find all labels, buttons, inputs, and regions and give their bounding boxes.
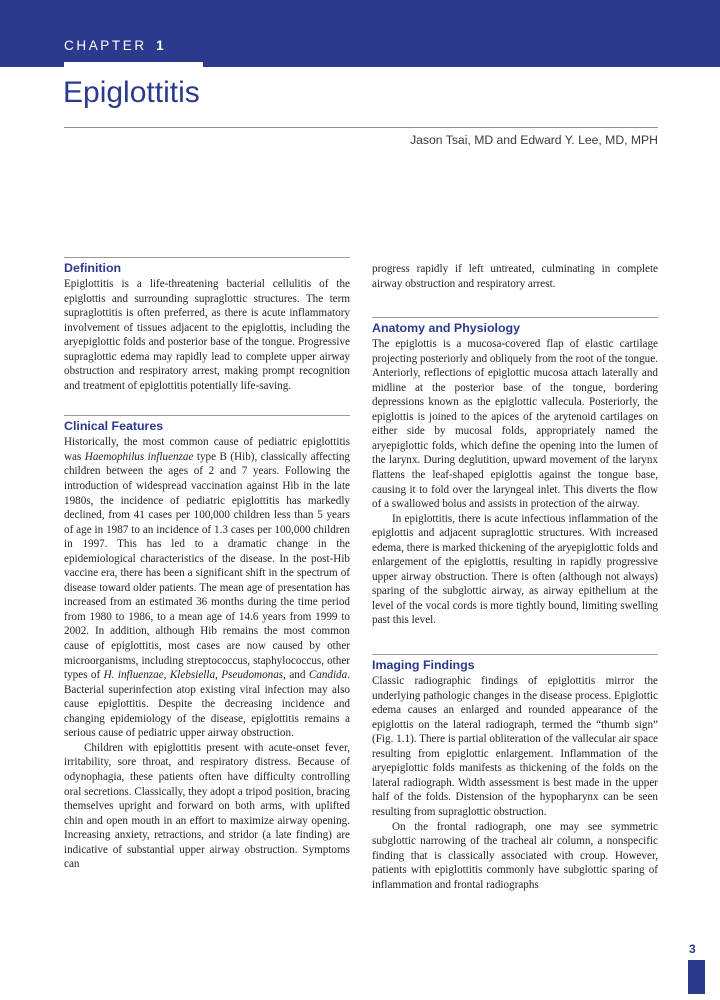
clinical-heading: Clinical Features [64,419,164,434]
authors: Jason Tsai, MD and Edward Y. Lee, MD, MPH [410,133,658,147]
section-rule [372,654,658,655]
anatomy-paragraph-1: The epiglottis is a mucosa-covered flap of elastic cartilage projecting posteriorly and obliquely from the root of the tongue. Anteriorly, reflections of epiglottic mucosa attach laterally and midline at the posterior base of the tongue, bordering depressions known as the epiglottic vallecula. Posteriorly, the epiglottis is joined to the apices of the arytenoid cartilages on either side by mucosal folds, appropriately named the aryepiglottic folds, which define the opening into the lumen of the larynx. During deglutition, upward movement of the larynx flattens the leaf-shaped epiglottis against the tongue base, causing it to fold over the laryngeal inlet. This diverts the flow of a swallowed bolus and assists in protection of the airway. [372,338,658,511]
banner-tab [64,62,203,68]
section-rule [64,257,350,258]
definition-heading: Definition [64,261,122,275]
anatomy-paragraph-2: In epiglottitis, there is acute infectious inflammation of the epiglottis and adjacent supraglottic structures. With increased edema, there is marked thickening of the aryepiglottic folds and enlargement of the epiglottis, resulting in rapidly progressive upper airway obstruction. There is often (although not always) sparing of the subglottic airway, as airway epithelium at the level of the vocal cords is more tightly bound, limiting swelling past this level. [372,512,658,627]
chapter-banner [0,0,720,67]
left-column [64,257,350,872]
chapter-title: Epiglottitis [63,76,200,109]
chapter-number: 1 [156,38,167,53]
definition-paragraph: Epiglottitis is a life-threatening bacterial cellulitis of the epiglottis and surrounding supraglottic structures. The term supraglottitis is often preferred, as there is acute inflammatory involvement of tissues adjacent to the epiglottis, including the aryepiglottic folds and posterior base of the tongue. Progressive supraglottic edema may rapidly lead to complete upper airway obstruction and respiratory arrest, making prompt recognition and treatment of epiglottitis potentially life-saving. [64,278,350,392]
title-rule [64,127,658,128]
clinical-paragraph-2: Children with epiglottitis present with acute-onset fever, irritability, sore throat, and respiratory distress. Because of odynophagia, these patients often have difficulty controlling oral secretions. Classically, they adopt a tripod position, bracing themselves upright and forward on both arms, with uplifted chin and open mouth in an effort to maximize airway opening. Increasing anxiety, retractions, and stridor (a late finding) are indicative of substantial upper airway obstruction. Symptoms can [64,741,350,871]
page-number: 3 [689,942,696,956]
chapter-label [64,38,166,53]
clinical-paragraph-1: Historically, the most common cause of pediatric epiglottitis was Haemophilus influenzae type B (Hib), classically affecting children between the ages of 2 and 7 years. Following the introduction of widespread vaccination against Hib in the late 1980s, the incidence of pediatric epiglottitis has markedly declined, from 41 cases per 100,000 children less than 5 years of age in 1987 to an incidence of 1.3 cases per 100,000 children in 1997. This has led to a dramatic change in the epidemiological characteristics of the disease. In the post-Hib vaccine era, there has been a significant shift in the spectrum of disease toward older patients. The mean age of presentation has increased from an estimated 36 months during the time period from 1980 to 1986, to a mean age of 14.6 years from 1999 to 2002. In addition, although Hib remains the most common cause of epiglottitis, most cases are now caused by other microorganisms, including streptococcus, staphylococcus, other types of H. influenzae, Klebsiella, Pseudomonas, and Candida. Bacterial superinfection atop existing viral infection may also cause epiglottitis. Despite the decreasing incidence and changing epidemiology of the disease, epiglottitis remains a serious cause of pediatric upper airway obstruction. [64,436,350,740]
section-rule [64,415,350,416]
section-rule [372,317,658,318]
chapter-word: CHAPTER [64,38,147,53]
right-column [372,262,658,892]
imaging-paragraph-1: Classic radiographic findings of epiglottitis mirror the underlying pathologic changes in the disease process. Epiglottic edema causes an enlarged and rounded appearance of the epiglottis on the lateral radiograph, termed the “thumb sign” (Fig. 1.1). There is partial obliteration of the vallecular air space resulting from epiglottic enlargement. Inflammation of the aryepiglottic folds manifests as thickening of the folds on the lateral radiograph. Width assessment is best made in the upper half of the folds. Distension of the hypopharynx can be seen resulting from supraglottic obstruction. [372,675,658,818]
imaging-heading: Imaging Findings [372,658,475,673]
page-tab [688,960,705,994]
anatomy-heading: Anatomy and Physiology [372,321,521,336]
clinical-paragraph-2-continued: progress rapidly if left untreated, culminating in complete airway obstruction and respiratory arrest. [372,263,658,290]
imaging-paragraph-2: On the frontal radiograph, one may see symmetric subglottic narrowing of the tracheal air column, a nonspecific finding that is classically associated with croup. However, patients with epiglottitis commonly have subglottic sparing of inflammation and frontal radiographs [372,820,658,891]
